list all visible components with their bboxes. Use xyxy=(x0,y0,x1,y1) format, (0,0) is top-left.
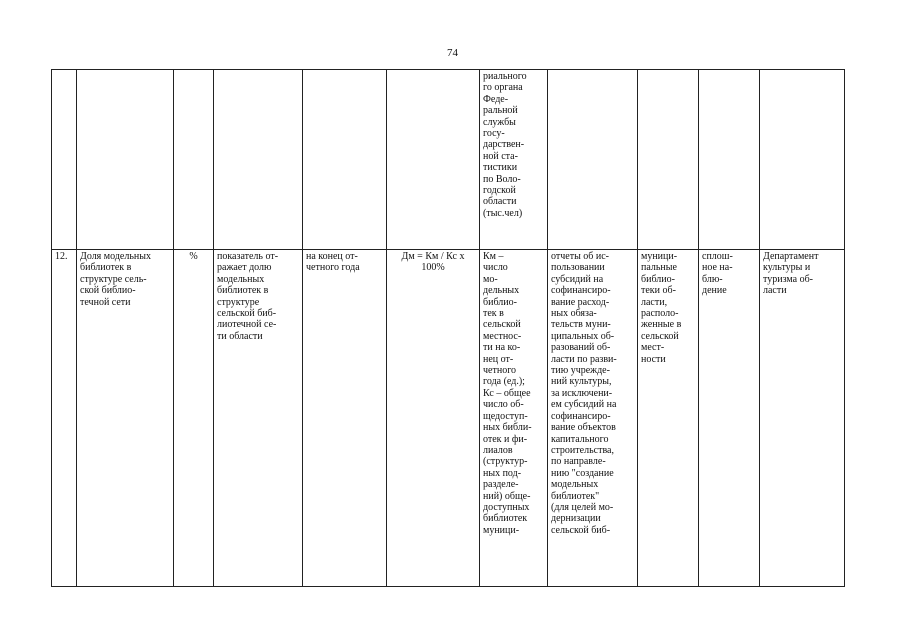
cell-period: на конец от- четного года xyxy=(303,250,387,587)
cell-unit: % xyxy=(174,250,214,587)
cell-indicator: Доля модельных библиотек в структуре сель- ской библио- течной сети xyxy=(77,250,174,587)
cell-number xyxy=(52,70,77,250)
cell-method: сплош- ное на- блю- дение xyxy=(699,250,760,587)
cell-description: показатель от- ражает долю модельных библиотек в структуре сельской биб- лиотечной се- ти области xyxy=(214,250,303,587)
cell-number: 12. xyxy=(52,250,77,587)
cell-source xyxy=(548,70,638,250)
cell-period xyxy=(303,70,387,250)
cell-description xyxy=(214,70,303,250)
cell-indicator xyxy=(77,70,174,250)
page-number: 74 xyxy=(447,47,458,59)
table-row xyxy=(52,70,845,250)
cell-source: отчеты об ис- пользовании субсидий на софинансиро- вание расход- ных обяза- тельств муни- ципальных об- разований об- ласти по разви- тию учрежде- ний культуры, за исключени- ем субсидий на софинансиро- вание объектов капитального строительства, по направле- нию "создание модельных библиотек" (для целей мо- дернизации сельской биб- xyxy=(548,250,638,587)
cell-formula xyxy=(387,70,480,250)
table-row xyxy=(52,250,845,587)
cell-responsible: Департамент культуры и туризма об- ласти xyxy=(760,250,845,587)
cell-formula: Дм = Км / Кс х 100% xyxy=(387,250,480,587)
cell-unit xyxy=(174,70,214,250)
cell-responsible xyxy=(760,70,845,250)
cell-variables: риального го органа Феде- ральной службы госу- дарствен- ной ста- тистики по Воло- годской области (тыс.чел) xyxy=(480,70,548,250)
cell-variables: Км – число мо- дельных библио- тек в сельской местнос- ти на ко- нец от- четного года (ед.); Кс – общее число об- щедоступ- ных библи- отек и фи- лиалов (структур- ных под- разделе- ний) обще- доступных библиотек муници- xyxy=(480,250,548,587)
indicator-table xyxy=(51,69,845,587)
cell-object xyxy=(638,70,699,250)
cell-object: муници- пальные библио- теки об- ласти, располо- женные в сельской мест- ности xyxy=(638,250,699,587)
cell-method xyxy=(699,70,760,250)
